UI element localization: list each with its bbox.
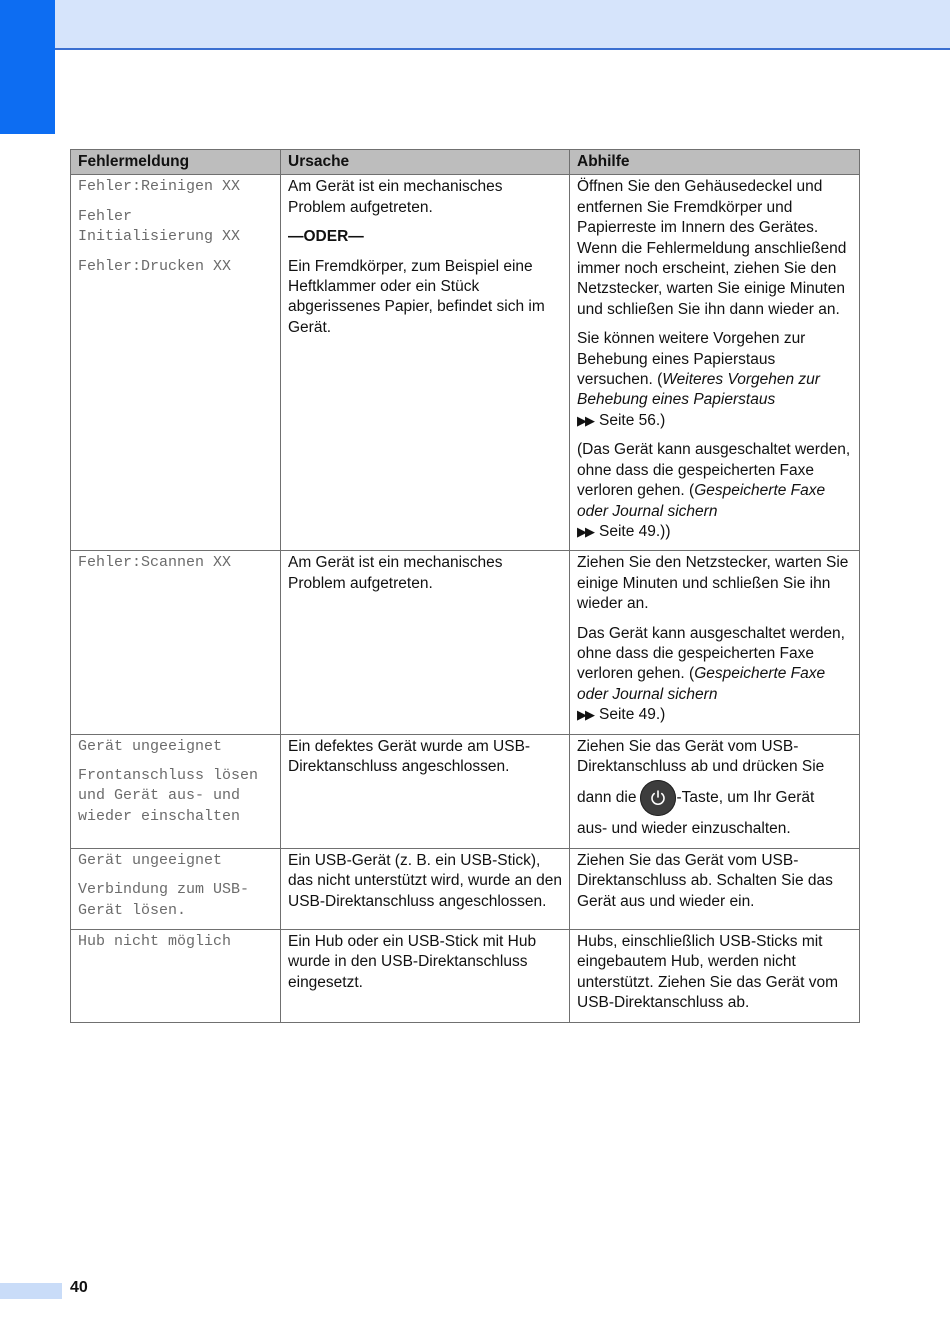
cause-text: Ein defektes Gerät wurde am USB-Direktanschluss angeschlossen. xyxy=(288,737,531,775)
remedy-text-part: (Das Gerät kann ausgeschaltet werden, ohne dass die gespeicherten Faxe verloren gehen. ( xyxy=(577,441,851,500)
error-message-cell xyxy=(71,551,281,734)
cause-cell xyxy=(281,551,570,734)
cause-cell xyxy=(281,930,570,1023)
cause-cell xyxy=(281,175,570,551)
table-row xyxy=(71,175,860,551)
remedy-text-part: dann die xyxy=(577,789,637,807)
error-message-cell xyxy=(71,175,281,551)
remedy-text xyxy=(577,624,852,726)
remedy-cell xyxy=(570,551,860,734)
table-row xyxy=(71,848,860,929)
cause-text: Ein Fremdkörper, zum Beispiel eine Heftklammer oder ein Stück abgerissenes Papier, befindet sich im Gerät. xyxy=(288,257,545,336)
remedy-cell xyxy=(570,848,860,929)
cause-text: Am Gerät ist ein mechanisches Problem aufgetreten. xyxy=(288,178,503,216)
remedy-text xyxy=(577,329,852,431)
error-message: Verbindung zum USB-Gerät lösen. xyxy=(78,881,250,919)
remedy-text: Hubs, einschließlich USB-Sticks mit eingebautem Hub, werden nicht unterstützt. Ziehen Sie das Gerät vom USB-Direktanschluss ab. xyxy=(577,933,839,1012)
cause-cell xyxy=(281,734,570,848)
error-message: Gerät ungeeignet xyxy=(78,737,223,755)
remedy-text-part: Das Gerät kann ausgeschaltet werden, ohne dass die gespeicherten Faxe verloren gehen. ( xyxy=(577,624,845,683)
header-remedy: Abhilfe xyxy=(570,150,860,175)
cross-reference-link[interactable]: Weiteres Vorgehen zur Behebung eines Papierstaus xyxy=(577,371,820,409)
cross-reference-link[interactable]: Gespeicherte Faxe oder Journal sichern xyxy=(577,665,826,703)
power-icon xyxy=(640,780,676,816)
cross-reference-link[interactable]: Gespeicherte Faxe oder Journal sichern xyxy=(577,482,826,520)
or-separator: —ODER— xyxy=(288,228,364,246)
page-reference: Seite 49.) xyxy=(599,706,666,724)
error-message-cell xyxy=(71,930,281,1023)
page-reference: Seite 49.)) xyxy=(599,522,671,540)
footer-band xyxy=(0,1283,62,1299)
header-error-message: Fehlermeldung xyxy=(71,150,281,175)
error-table xyxy=(70,149,860,1023)
table-row xyxy=(71,551,860,734)
table-row xyxy=(71,930,860,1023)
remedy-text: aus- und wieder einzuschalten. xyxy=(577,820,791,838)
remedy-text: Ziehen Sie das Gerät vom USB-Direktanschluss ab und drücken Sie xyxy=(577,737,825,775)
cause-cell xyxy=(281,848,570,929)
top-header-band xyxy=(0,0,950,50)
error-message-cell xyxy=(71,734,281,848)
remedy-text-part: -Taste, um Ihr Gerät xyxy=(676,789,815,807)
remedy-text xyxy=(577,780,852,816)
error-message: Fehler Initialisierung XX xyxy=(78,207,241,246)
remedy-cell xyxy=(570,930,860,1023)
remedy-text-part: Sie können weitere Vorgehen zur Behebung eines Papierstaus versuchen. ( xyxy=(577,330,806,389)
error-message: Frontanschluss lösen und Gerät aus- und wieder einschalten xyxy=(78,766,259,825)
cause-text: Am Gerät ist ein mechanisches Problem aufgetreten. xyxy=(288,554,503,592)
remedy-text: Ziehen Sie das Gerät vom USB-Direktanschluss ab. Schalten Sie das Gerät aus und wieder ein. xyxy=(577,851,833,910)
remedy-text: Ziehen Sie den Netzstecker, warten Sie einige Minuten und schließen Sie ihn wieder an. xyxy=(577,554,849,613)
error-message-cell xyxy=(71,848,281,929)
chapter-tab xyxy=(0,0,55,134)
error-message: Fehler:Reinigen XX xyxy=(78,178,241,196)
error-message: Gerät ungeeignet xyxy=(78,851,223,869)
remedy-text xyxy=(577,440,852,542)
table-header-row xyxy=(71,150,860,175)
page-number: 40 xyxy=(70,1279,88,1296)
double-arrow-icon: ▶▶ xyxy=(577,707,593,723)
double-arrow-icon: ▶▶ xyxy=(577,412,593,428)
error-message: Fehler:Scannen XX xyxy=(78,554,232,572)
error-message: Fehler:Drucken XX xyxy=(78,257,232,275)
double-arrow-icon: ▶▶ xyxy=(577,523,593,539)
remedy-cell xyxy=(570,734,860,848)
table-row xyxy=(71,734,860,848)
cause-text: Ein Hub oder ein USB-Stick mit Hub wurde in den USB-Direktanschluss eingesetzt. xyxy=(288,933,537,991)
remedy-text: Öffnen Sie den Gehäusedeckel und entfernen Sie Fremdkörper und Papierreste im Innern des Gerätes. Wenn die Fehlermeldung anschließend immer noch erscheint, ziehen Sie den Netzstecker, warten Sie einige Minuten und schließen Sie ihn dann wieder an. xyxy=(577,178,847,318)
page-reference: Seite 56.) xyxy=(599,411,666,429)
header-cause: Ursache xyxy=(281,150,570,175)
error-message: Hub nicht möglich xyxy=(78,933,232,950)
cause-text: Ein USB-Gerät (z. B. ein USB-Stick), das nicht unterstützt wird, wurde an den USB-Direktanschluss angeschlossen. xyxy=(288,851,562,910)
remedy-cell xyxy=(570,175,860,551)
